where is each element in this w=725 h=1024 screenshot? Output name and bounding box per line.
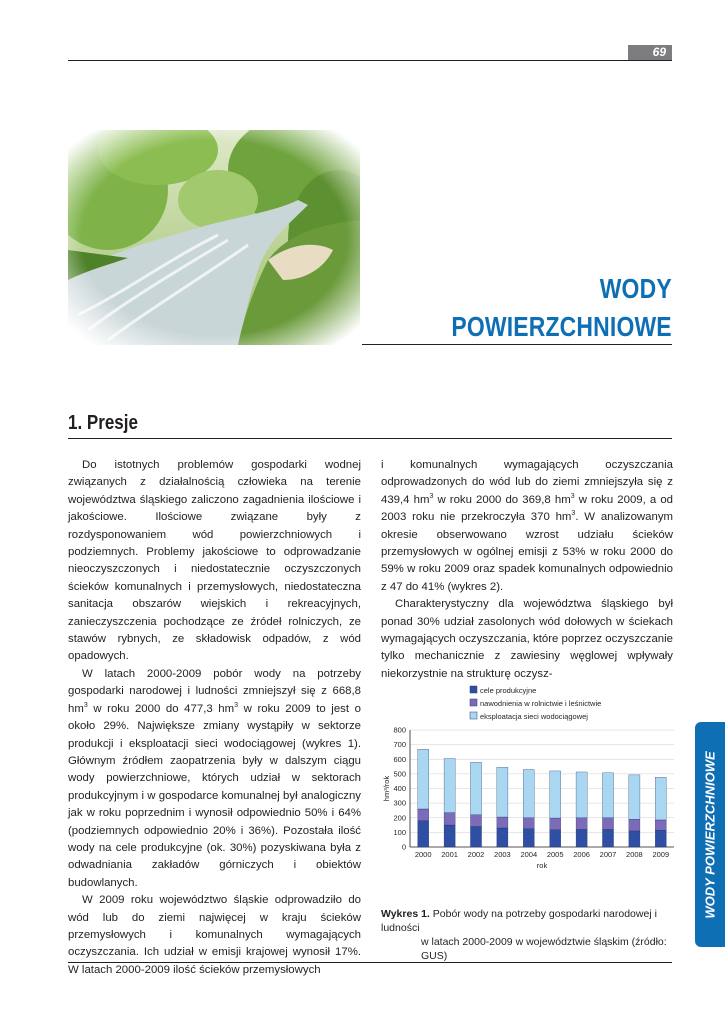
text-column-left [68, 457, 361, 979]
bar-segment [470, 827, 481, 847]
y-tick-label: 600 [393, 754, 406, 764]
y-tick-label: 200 [393, 813, 406, 823]
caption-line1: Pobór wody na potrzeby gospodarki narodowej i ludności [381, 908, 657, 934]
y-axis-label: hm³/rok [382, 775, 391, 802]
paragraph: W 2009 roku województwo śląskie odprowadziło do wód lub do ziemi najwięcej w kraju ścieków przemysłowych i komunalnych wymagających oczyszczania. Ich udział w emisji krajowej wynosił 17%. W latach 2000-2009 ilość ścieków przemysłowych [68, 894, 361, 976]
river-photo [68, 130, 360, 345]
bar-segment [497, 767, 508, 817]
bar-segment [629, 819, 640, 831]
legend-swatch [470, 699, 477, 706]
bar-segment [655, 830, 666, 847]
chapter-title-line2: POWIERZCHNIOWE [451, 311, 672, 342]
legend-label: eksploatacja sieci wodociągowej [480, 712, 588, 721]
x-tick-label: 2003 [494, 850, 511, 859]
bar-segment [576, 818, 587, 830]
bar-segment [470, 762, 481, 815]
chart-caption [381, 907, 673, 963]
section-heading: 1. Presje [68, 412, 138, 434]
bar-segment [497, 817, 508, 828]
bar-segment [523, 829, 534, 847]
page-number: 69 [628, 45, 672, 60]
x-tick-label: 2006 [573, 850, 590, 859]
chart-svg [378, 680, 678, 905]
chapter-title-line1: WODY [599, 273, 672, 304]
x-tick-label: 2009 [652, 850, 670, 859]
footer-rule [68, 962, 672, 963]
bar-segment [602, 818, 613, 830]
side-tab-label: WODY POWIERZCHNIOWE [702, 750, 718, 919]
bar-segment [418, 749, 429, 809]
bar-segment [550, 830, 561, 847]
title-rule [362, 344, 672, 345]
caption-label: Wykres 1. [381, 908, 430, 920]
bar-segment [444, 759, 455, 813]
bar-segment [497, 828, 508, 847]
bar-segment [629, 775, 640, 819]
paragraph: i komunalnych wymagających oczyszczania odprowadzonych do wód lub do ziemi zmniejszyła się z 439,4 $hm^3$ w roku 2000 do 369,8 $hm^3$ w roku 2009, a od 2003 roku nie przekroczyła 370 $hm^3$. W analizowanym okresie obserwowano wzrost udziału ścieków przemysłowych w ogólnej emisji z 53% w roku 2000 do 59% w roku 2009 oraz spadek komunalnych odpowiednio z 47 do 41% (wykres 2). [381, 459, 673, 593]
bar-segment [602, 773, 613, 818]
bar-segment [629, 831, 640, 847]
bar-segment [655, 777, 666, 820]
bar-segment [418, 821, 429, 847]
y-tick-label: 100 [393, 827, 406, 837]
legend-label: cele produkcyjne [480, 686, 537, 695]
bar-segment [576, 772, 587, 818]
x-tick-label: 2001 [441, 850, 458, 859]
paragraph: W latach 2000-2009 pobór wody na potrzeby gospodarki narodowej i ludności zmniejszył się z 668,8 $hm^3$ w roku 2000 do 477,3 $hm^3$ w roku 2009 to jest o około 29%. Największe zmiany wystąpiły w sektorze produkcji i eksploatacji sieci wodociągowej (wykres 1). Głównym źródłem zaopatrzenia były w dalszym ciągu wody powierzchniowe, których udział w sektorach produkcyjnym i w gospodarce komunalnej był analogiczny jak w roku poprzednim i wynosił odpowiednio 50% i 64% (podziemnych odpowiednio 20% i 36%). Pozostała ilość wody na cele produkcyjne (ok. 30%) pozyskiwana była z odwadniania zakładów górniczych i obiektów budowlanych. [68, 667, 361, 889]
x-tick-label: 2007 [599, 850, 617, 859]
x-axis-label: rok [536, 861, 548, 870]
x-tick-label: 2004 [520, 850, 538, 859]
bar-segment [418, 809, 429, 821]
x-tick-label: 2008 [626, 850, 643, 859]
bar-segment [444, 825, 455, 847]
y-tick-label: 500 [393, 769, 406, 779]
bar-segment [523, 769, 534, 817]
caption-line2: w latach 2000-2009 w województwie śląskim (źródło: GUS) [421, 936, 667, 962]
paragraph: Do istotnych problemów gospodarki wodnej związanych z działalnością człowieka na terenie województwa śląskiego zaliczono zagadnienia ilościowe i jakościowe. Ilościowe związane były z rozdysponowaniem wód powierzchniowych i podziemnych. Problemy jakościowe to odprowadzanie nieoczyszczonych i niedostatecznie oczyszczonych ścieków komunalnych i przemysłowych, niedostateczna sanitacja obszarów wiejskich i rekreacyjnych, zanieczyszczenia pochodzące ze źródeł rolniczych, ze stawów rybnych, ze składowisk odpadów, z wód opadowych. [68, 459, 361, 663]
paragraph: Charakterystyczny dla województwa śląskiego był ponad 30% udział zasolonych wód dołowych w ściekach wymagających oczyszczania, które poprzez oczyszczanie tylko mechanicznie z zawiesiny węglowej wpływały niekorzystnie na strukturę oczysz- [381, 598, 673, 680]
chapter-title [452, 270, 672, 346]
water-intake-chart [378, 680, 678, 905]
bar-segment [602, 829, 613, 847]
bar-segment [576, 829, 587, 847]
y-tick-label: 800 [393, 725, 406, 735]
bar-segment [523, 818, 534, 829]
x-tick-label: 2000 [414, 850, 432, 859]
y-tick-label: 700 [393, 740, 406, 750]
side-tab [695, 722, 725, 947]
y-tick-label: 400 [393, 784, 406, 793]
bar-segment [470, 815, 481, 827]
bar-segment [550, 818, 561, 830]
header-rule [68, 60, 672, 61]
bar-segment [550, 771, 561, 818]
legend-swatch [470, 712, 477, 719]
legend-swatch [470, 686, 477, 693]
legend-label: nawodnienia w rolnictwie i leśnictwie [480, 699, 602, 708]
y-tick-label: 300 [393, 798, 406, 808]
bar-segment [655, 820, 666, 830]
section-rule [68, 438, 672, 439]
text-column-right [381, 457, 673, 683]
x-tick-label: 2005 [546, 850, 564, 859]
x-tick-label: 2002 [467, 850, 485, 859]
y-tick-label: 0 [401, 842, 406, 852]
bar-segment [444, 813, 455, 825]
